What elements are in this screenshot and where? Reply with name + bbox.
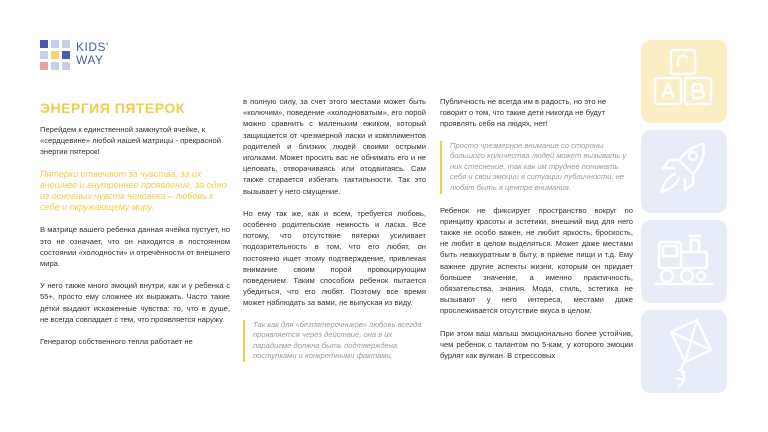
text-column-2	[243, 96, 426, 373]
paragraph: Публичность не всегда им в радость, но это не говорит о том, что такие дети никогда не будут проявлять себя на людях, нет!	[440, 97, 607, 129]
logo	[40, 40, 130, 72]
tile-rocket	[641, 130, 727, 213]
rocket-icon	[641, 130, 727, 213]
paragraph: Ребенок не фиксирует пространство вокруг по принципу красоты и эстетики, внешний вид для него также не особо важен, не любит яркость, броскость, не любит в целом выделяться. Может даже местами быть неаккуратным в быту, в приеме пищи и т.д. Ему важнее другие аспекты жизни, которым он придает большее значение, а именно практичность, обязательства, знания. Мода, стиль, эстетика не вызывают у него интереса, местами даже прослеживается отсутствие вкуса в целом.	[440, 205, 633, 316]
toy-train-icon	[641, 220, 727, 303]
abc-blocks-icon	[641, 40, 727, 123]
paragraph: Но ему так же, как и всем, требуется любовь, особенно родительские нежность и ласка. Все потому, что отсутствие пятерки усиливает подозрительность в том, что его любят, он постоянно ищет этому подтверждение, привлекая внимание своим порой провоцирующим поведением. Таким способом ребенок пытается убедиться, что его любят. Поэтому все время может наблюдать за вами, не выпуская из виду.	[243, 208, 426, 308]
tile-toy-train	[641, 220, 727, 303]
paragraph: в полную силу, за счет этого местами может быть «колючим», поведение «холодноватым», его порой можно сравнить с маленьким ежиком, который защищается от чрезмерной ласки и комплиментов родителей и близких людей своими острыми иголками. Может просить вас не обнимать его и не целовать, отворачиваясь или отодвигаясь. Сам также старается избегать тактильности. Так это вызывает у него смущение.	[243, 97, 426, 196]
paragraph: Перейдем к единственной замкнутой ячейке, к «сердцевине» любой нашей матрицы - прекрасной энергии пятерок!	[40, 125, 221, 157]
kite-icon	[641, 310, 727, 393]
tile-abc-blocks	[641, 40, 727, 123]
pull-quote: Так как для «безпятерочников» любовь всегда проявляется через действие, она в их парадигме должна быть подтверждена поступками и конкретными фактами.	[243, 320, 426, 362]
text-column-3	[440, 96, 633, 372]
paragraph: При этом ваш малыш эмоционально более устойчив, чем ребенок с талантом по 5-кам, у которого эмоции бурлят как вулкан. В стрессовых	[440, 328, 633, 361]
tile-kite	[641, 310, 727, 393]
paragraph: В матрице вашего ребенка данная ячейка пустует, но это не означает, что он находится в постоянном состоянии «холодности» и отречённости от внешнего мира.	[40, 225, 230, 269]
paragraph: Генератор собственного тепла работает не	[40, 337, 193, 347]
lead-quote: Пятерки отвечают за чувства, за их внешнее и внутреннее проявление, за одно из основных чувств человека – любовь к себе и окружающему миру.	[40, 168, 227, 213]
logo-text: KIDS' WAY	[76, 40, 109, 67]
paragraph: У него также много эмоций внутри, как и у ребенка с 55+, просто ему сложнее их выражать. Часто такие детки выдают искаженные чувства: то, что в душе, не всегда совпадает с тем, что проявляется наружу.	[40, 281, 230, 324]
pull-quote: Просто чрезмерное внимание со стороны большого количества людей может вызывать у них стеснение, так как им труднее понимать себя и свои эмоции в ситуации публичности, не любят быть в центре внимания.	[440, 141, 633, 194]
page-title: ЭНЕРГИЯ ПЯТЕРОК	[40, 100, 185, 116]
logo-grid-icon	[40, 40, 70, 70]
text-column-1	[40, 124, 230, 358]
